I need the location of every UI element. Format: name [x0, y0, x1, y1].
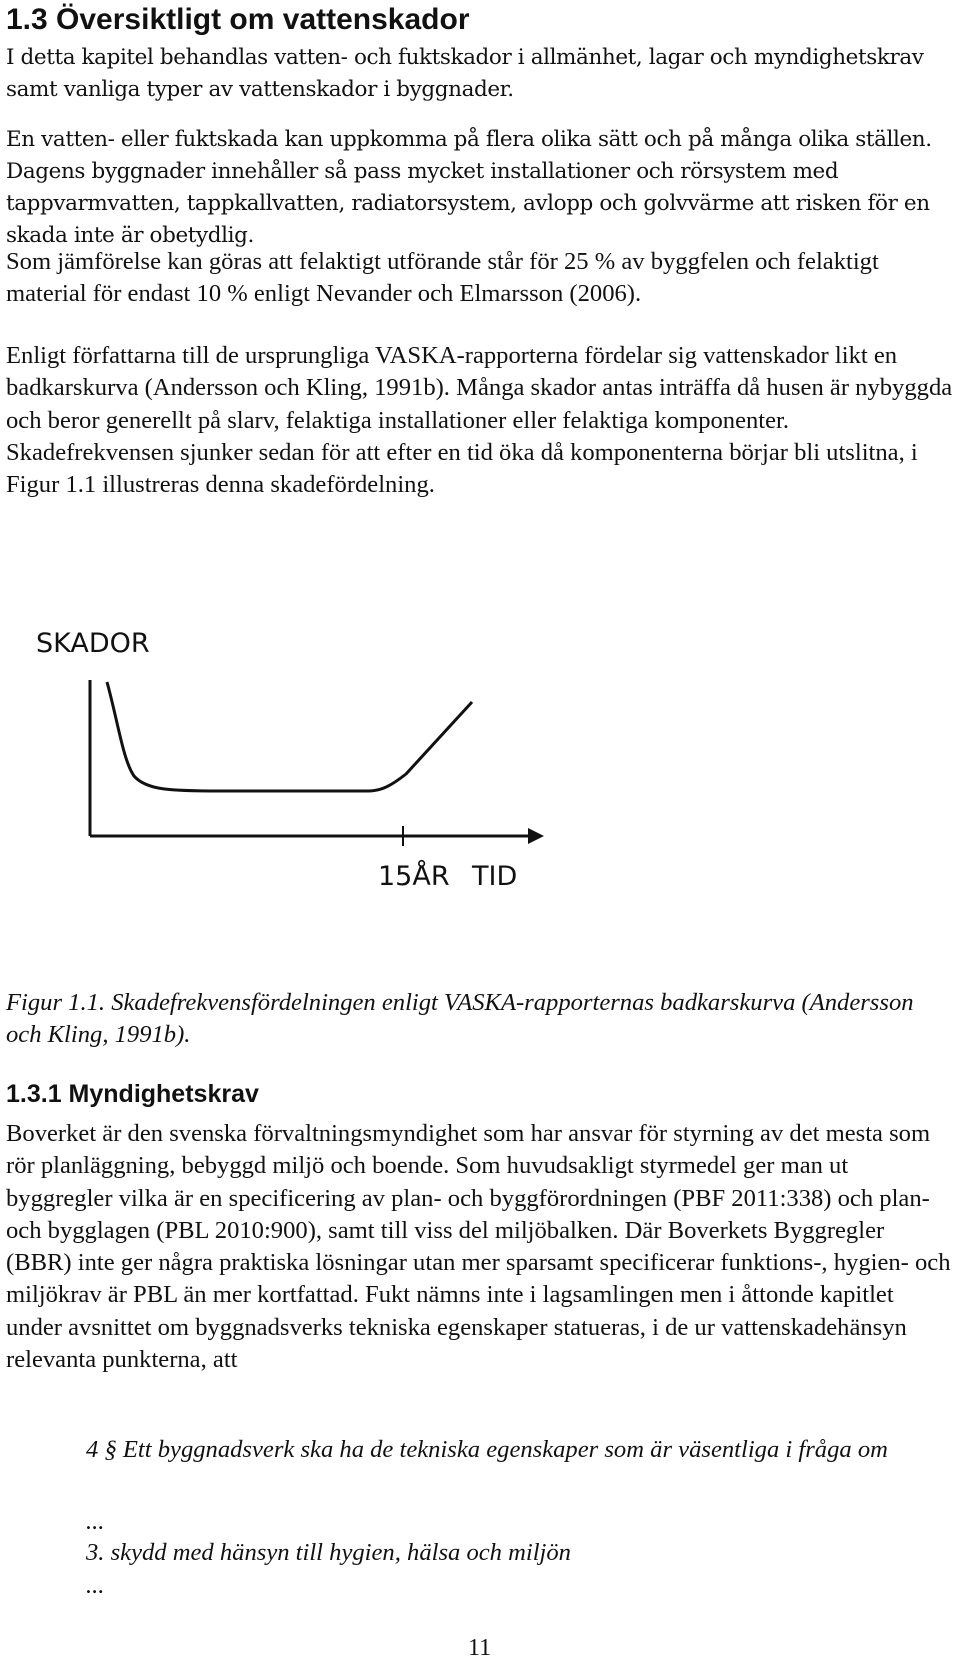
figure-caption: Figur 1.1. Skadefrekvensfördelningen enligt VASKA-rapporternas badkarskurva (Andersson och Kling, 1991b). [6, 989, 914, 1049]
subsection-heading: 1.3.1 Myndighetskrav [6, 1080, 259, 1108]
bathtub-curve-figure [30, 620, 560, 950]
bathtub-curve-drawing [30, 620, 560, 950]
quote-ellipsis-1: ... [86, 1508, 105, 1535]
x-axis-arrow [528, 828, 544, 844]
paragraph-water-damage-continued: Som jämförelse kan göras att felaktigt utförande står för 25 % av byggfelen och felaktigt material för endast 10 % enligt Nevander och Elmarsson (2006). [6, 248, 879, 308]
paragraph-authority-requirements: Boverket är den svenska förvaltningsmyndighet som har ansvar för styrning av det mesta som rör planläggning, bebyggd miljö och boende. Som huvudsakligt styrmedel ger man ut byggregler vilka är en specificering av plan- och byggförordningen (PBF 2011:338) och plan- och bygglagen (PBL 2010:900), samt till viss del miljöbalken. Där Boverkets Byggregler (BBR) inte ger några praktiska lösningar utan mer sparsamt specificerar funktions-, hygien- och miljökrav är PBL än mer kortfattad. Fukt nämns inte i lagsamlingen men i åttonde kapitlet under avsnittet om byggnadsverks tekniska egenskaper statueras, i de ur vattenskadehänsyn relevanta punkterna, att [6, 1120, 951, 1374]
quote-line-1: 4 § Ett byggnadsverk ska ha de tekniska egenskaper som är väsentliga i fråga om [86, 1436, 888, 1463]
bathtub-curve-line [107, 682, 472, 791]
quote-ellipsis-2: ... [86, 1572, 105, 1599]
paragraph-water-damage-serif: En vatten- eller fuktskada kan uppkomma på flera olika sätt och på många olika ställen. Dagens byggnader innehåller så pass mycket installationer och rörsystem med tappvarmvatten, tappkallvatten, radiatorsystem, avlopp och golvvärme att risken för en skada inte är obetydlig. [6, 127, 932, 248]
intro-paragraph: I detta kapitel behandlas vatten- och fuktskador i allmänhet, lagar och myndighetskrav samt vanliga typer av vattenskador i byggnader. [6, 45, 924, 102]
section-heading: 1.3 Översiktligt om vattenskador [6, 3, 470, 36]
paragraph-bathtub-curve: Enligt författarna till de ursprungliga VASKA-rapporterna fördelar sig vattenskador likt en badkarskurva (Andersson och Kling, 1991b). Många skador antas inträffa då husen är nybyggda och beror generellt på slarv, felaktiga installationer eller felaktiga komponenter. Skadefrekvensen sjunker sedan för att efter en tid öka då komponenterna börjar bli utslitna, i Figur 1.1 illustreras denna skadefördelning. [6, 342, 953, 499]
figure-tick-label: 15ÅR [378, 861, 450, 892]
figure-y-label: SKADOR [36, 628, 150, 659]
quote-line-2: 3. skydd med hänsyn till hygien, hälsa och miljön [86, 1539, 571, 1566]
figure-x-label: TID [472, 861, 518, 892]
page-number: 11 [468, 1635, 492, 1661]
